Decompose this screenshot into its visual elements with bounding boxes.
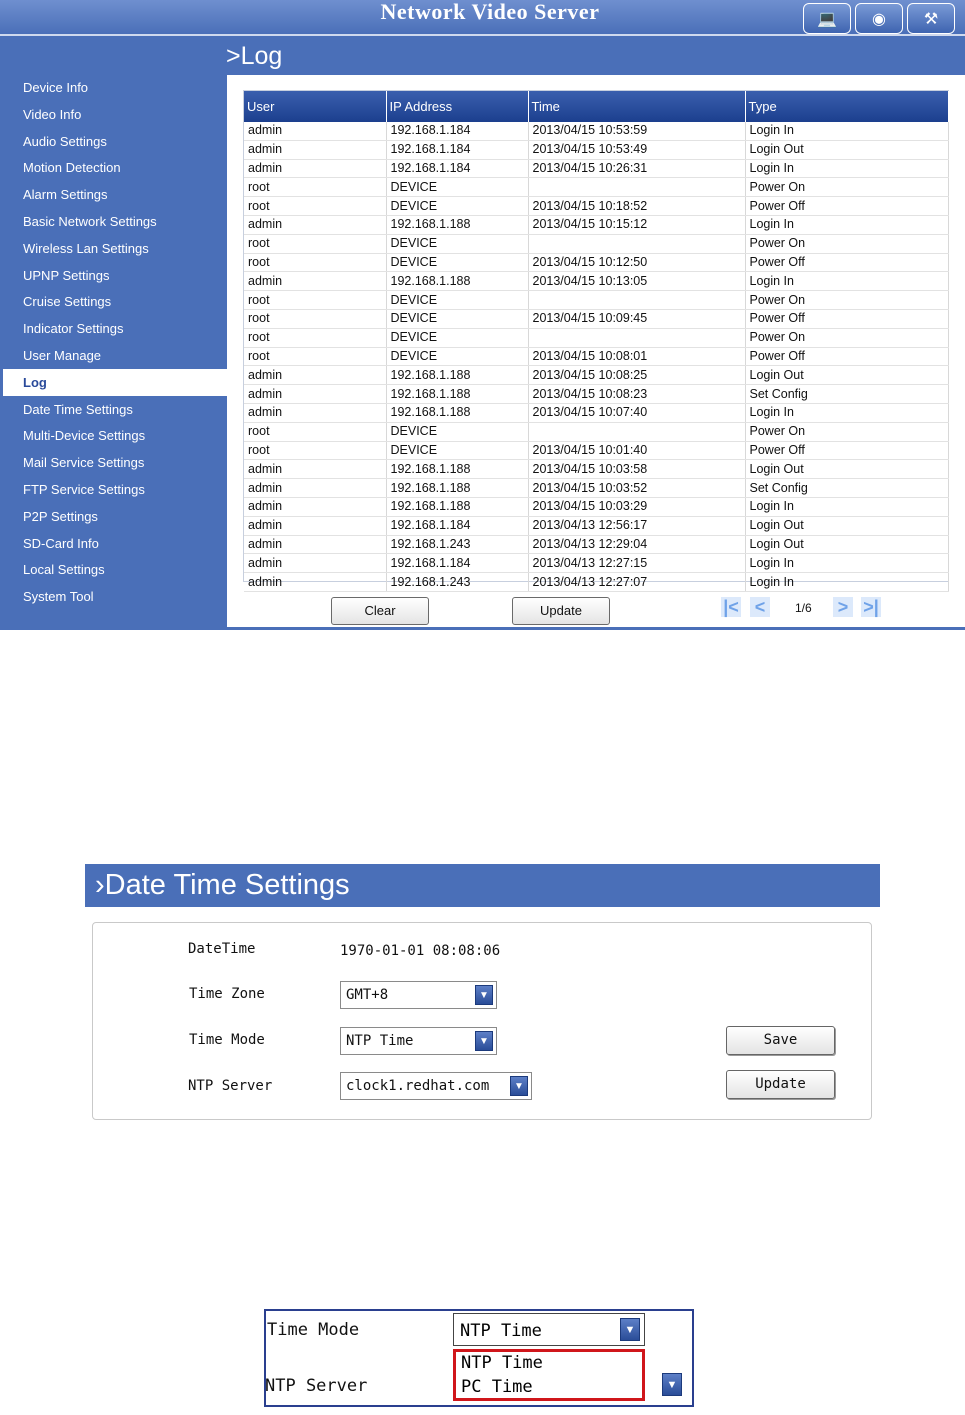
- cell-time: 2013/04/13 12:29:04: [528, 535, 745, 554]
- cell-user: root: [244, 291, 386, 310]
- timezone-value: GMT+8: [346, 987, 389, 1003]
- table-row: [244, 122, 948, 140]
- cell-type: Set Config: [745, 385, 948, 404]
- table-row: [244, 140, 948, 159]
- page-title: >Log: [226, 42, 283, 70]
- cell-type: Login In: [745, 215, 948, 234]
- clear-button[interactable]: Clear: [331, 597, 429, 625]
- cell-time: 2013/04/15 10:03:29: [528, 497, 745, 516]
- cell-user: admin: [244, 403, 386, 422]
- film-reel-icon[interactable]: ◉: [855, 3, 903, 34]
- cell-ip-address: DEVICE: [386, 253, 528, 272]
- cell-ip-address: 192.168.1.188: [386, 497, 528, 516]
- date-time-header: [85, 864, 880, 907]
- cell-time: 2013/04/15 10:07:40: [528, 403, 745, 422]
- cell-type: Login In: [745, 159, 948, 178]
- sidebar-item-local-settings[interactable]: Local Settings: [23, 562, 105, 578]
- cell-type: Login In: [745, 122, 948, 140]
- table-row: [244, 309, 948, 328]
- cell-type: Login In: [745, 403, 948, 422]
- cell-ip-address: DEVICE: [386, 347, 528, 366]
- cell-user: admin: [244, 159, 386, 178]
- cell-ip-address: 192.168.1.188: [386, 403, 528, 422]
- cell-user: root: [244, 178, 386, 197]
- cell-user: admin: [244, 535, 386, 554]
- cell-ip-address: 192.168.1.184: [386, 122, 528, 140]
- sidebar-item-multi-device-settings[interactable]: Multi-Device Settings: [23, 428, 146, 444]
- timezone-select[interactable]: [340, 981, 497, 1009]
- sidebar-item-ftp-service-settings[interactable]: FTP Service Settings: [23, 481, 145, 497]
- cell-user: root: [244, 197, 386, 216]
- table-row: [244, 385, 948, 404]
- cell-type: Power Off: [745, 441, 948, 460]
- cell-user: admin: [244, 554, 386, 573]
- column-header-time: Time: [528, 91, 745, 122]
- cell-time: 2013/04/13 12:56:17: [528, 516, 745, 535]
- cell-time: 2013/04/15 10:26:31: [528, 159, 745, 178]
- cell-ip-address: DEVICE: [386, 234, 528, 253]
- cell-ip-address: 192.168.1.188: [386, 366, 528, 385]
- cell-time: 2013/04/15 10:13:05: [528, 272, 745, 291]
- table-body: [244, 122, 948, 591]
- cell-time: [528, 291, 745, 310]
- table-row: [244, 253, 948, 272]
- cell-user: root: [244, 328, 386, 347]
- cell-user: admin: [244, 122, 386, 140]
- chevron-down-icon[interactable]: ▼: [475, 1031, 493, 1051]
- cell-user: root: [244, 441, 386, 460]
- log-table: [244, 91, 949, 592]
- cell-ip-address: DEVICE: [386, 441, 528, 460]
- cell-time: 2013/04/15 10:01:40: [528, 441, 745, 460]
- nvs-app-window: [0, 0, 965, 630]
- cell-type: Power Off: [745, 253, 948, 272]
- cell-time: 2013/04/15 10:12:50: [528, 253, 745, 272]
- cell-time: 2013/04/15 10:08:23: [528, 385, 745, 404]
- page-indicator: 1/6: [795, 601, 812, 615]
- sidebar-item-upnp-settings[interactable]: UPNP Settings: [23, 267, 110, 283]
- date-time-title: ›Date Time Settings: [95, 869, 350, 901]
- cell-time: 2013/04/15 10:53:49: [528, 140, 745, 159]
- table-row: [244, 197, 948, 216]
- cell-user: root: [244, 234, 386, 253]
- cell-ip-address: DEVICE: [386, 309, 528, 328]
- cell-time: [528, 422, 745, 441]
- timemode-label: Time Mode: [267, 1320, 360, 1340]
- table-row: [244, 403, 948, 422]
- cell-ip-address: 192.168.1.184: [386, 140, 528, 159]
- table-row: [244, 441, 948, 460]
- next-page-icon[interactable]: >: [833, 597, 853, 617]
- cell-ip-address: 192.168.1.184: [386, 159, 528, 178]
- cell-ip-address: DEVICE: [386, 291, 528, 310]
- cell-type: Login In: [745, 573, 948, 592]
- cell-ip-address: 192.168.1.243: [386, 535, 528, 554]
- sidebar-item-log[interactable]: Log: [3, 369, 227, 396]
- log-table-container: [243, 90, 949, 589]
- save-button[interactable]: Save: [726, 1026, 835, 1055]
- cell-type: Power On: [745, 178, 948, 197]
- column-header-ip-address: IP Address: [386, 91, 528, 122]
- option-pc-time[interactable]: PC Time: [461, 1377, 533, 1397]
- table-row: [244, 460, 948, 479]
- sidebar: [0, 74, 227, 610]
- table-row: [244, 234, 948, 253]
- timemode-value: NTP Time: [346, 1033, 414, 1049]
- cell-type: Login Out: [745, 535, 948, 554]
- cell-ip-address: 192.168.1.188: [386, 460, 528, 479]
- cell-time: 2013/04/15 10:03:52: [528, 479, 745, 498]
- cell-user: admin: [244, 460, 386, 479]
- sidebar-item-date-time-settings[interactable]: Date Time Settings: [23, 401, 133, 417]
- cell-type: Login Out: [745, 366, 948, 385]
- cell-type: Power On: [745, 328, 948, 347]
- cell-type: Login Out: [745, 460, 948, 479]
- first-page-icon[interactable]: |<: [721, 597, 741, 617]
- timemode-options-list: [453, 1349, 645, 1401]
- cell-ip-address: DEVICE: [386, 328, 528, 347]
- cell-time: 2013/04/15 10:08:25: [528, 366, 745, 385]
- cell-time: 2013/04/15 10:53:59: [528, 122, 745, 140]
- sidebar-item-wireless-lan-settings[interactable]: Wireless Lan Settings: [23, 240, 149, 256]
- cell-type: Login In: [745, 497, 948, 516]
- cell-user: admin: [244, 385, 386, 404]
- cell-ip-address: 192.168.1.188: [386, 385, 528, 404]
- cell-user: root: [244, 347, 386, 366]
- table-row: [244, 554, 948, 573]
- cell-time: 2013/04/15 10:03:58: [528, 460, 745, 479]
- cell-user: admin: [244, 516, 386, 535]
- sidebar-item-indicator-settings[interactable]: Indicator Settings: [23, 321, 124, 337]
- app-title: Network Video Server: [380, 0, 600, 24]
- table-row: [244, 215, 948, 234]
- cell-user: admin: [244, 215, 386, 234]
- top-toolbar: [803, 3, 955, 34]
- table-row: [244, 479, 948, 498]
- sidebar-item-cruise-settings[interactable]: Cruise Settings: [23, 294, 112, 310]
- timemode-select[interactable]: [453, 1313, 645, 1346]
- option-ntp-time[interactable]: NTP Time: [461, 1353, 543, 1373]
- sidebar-item-basic-network-settings[interactable]: Basic Network Settings: [23, 213, 157, 229]
- cell-type: Login In: [745, 554, 948, 573]
- cell-type: Power On: [745, 234, 948, 253]
- sidebar-item-video-info[interactable]: Video Info: [23, 106, 82, 122]
- table-header-row: [244, 91, 948, 122]
- last-page-icon[interactable]: >|: [861, 597, 881, 617]
- table-row: [244, 328, 948, 347]
- sidebar-item-device-info[interactable]: Device Info: [23, 80, 89, 95]
- cell-type: Login Out: [745, 140, 948, 159]
- cell-time: 2013/04/15 10:18:52: [528, 197, 745, 216]
- datetime-label: DateTime: [188, 941, 256, 957]
- cell-ip-address: 192.168.1.188: [386, 272, 528, 291]
- sidebar-item-sd-card-info[interactable]: SD-Card Info: [23, 535, 99, 551]
- column-header-user: User: [244, 91, 386, 122]
- sidebar-item-user-manage[interactable]: User Manage: [23, 347, 102, 363]
- cell-ip-address: 192.168.1.184: [386, 554, 528, 573]
- cell-user: admin: [244, 573, 386, 592]
- timezone-label: Time Zone: [189, 986, 265, 1002]
- cell-ip-address: 192.168.1.188: [386, 479, 528, 498]
- cell-type: Power On: [745, 422, 948, 441]
- table-row: [244, 573, 948, 592]
- log-content: [227, 75, 965, 627]
- cell-time: 2013/04/15 10:08:01: [528, 347, 745, 366]
- computer-icon[interactable]: 💻: [803, 3, 851, 34]
- cell-type: Power Off: [745, 347, 948, 366]
- timemode-label: Time Mode: [189, 1032, 265, 1048]
- time-mode-dropdown-closeup: [264, 1309, 694, 1407]
- cell-ip-address: DEVICE: [386, 422, 528, 441]
- cell-type: Login In: [745, 272, 948, 291]
- cell-user: root: [244, 253, 386, 272]
- cell-ip-address: DEVICE: [386, 178, 528, 197]
- cell-type: Power Off: [745, 309, 948, 328]
- sidebar-item-audio-settings[interactable]: Audio Settings: [23, 133, 107, 149]
- table-row: [244, 272, 948, 291]
- table-row: [244, 535, 948, 554]
- table-row: [244, 159, 948, 178]
- ntp-server-label: NTP Server: [265, 1376, 368, 1396]
- table-row: [244, 347, 948, 366]
- top-bar: [0, 0, 965, 36]
- table-row: [244, 497, 948, 516]
- cell-type: Power Off: [745, 197, 948, 216]
- cell-time: [528, 234, 745, 253]
- table-row: [244, 422, 948, 441]
- sidebar-item-mail-service-settings[interactable]: Mail Service Settings: [23, 455, 145, 471]
- cell-time: [528, 328, 745, 347]
- update-button[interactable]: Update: [512, 597, 610, 625]
- cell-type: Power On: [745, 291, 948, 310]
- cell-ip-address: 192.168.1.188: [386, 215, 528, 234]
- cell-ip-address: 192.168.1.243: [386, 573, 528, 592]
- table-row: [244, 291, 948, 310]
- column-header-type: Type: [745, 91, 948, 122]
- date-time-form: [92, 922, 872, 1120]
- cell-type: Set Config: [745, 479, 948, 498]
- cell-ip-address: DEVICE: [386, 197, 528, 216]
- table-row: [244, 366, 948, 385]
- tools-icon[interactable]: ⚒: [907, 3, 955, 34]
- cell-ip-address: 192.168.1.184: [386, 516, 528, 535]
- ntp-server-select[interactable]: [340, 1072, 532, 1100]
- chevron-down-icon[interactable]: ▼: [662, 1373, 682, 1396]
- sidebar-item-motion-detection[interactable]: Motion Detection: [23, 160, 121, 176]
- cell-user: admin: [244, 366, 386, 385]
- timemode-select[interactable]: [340, 1027, 497, 1055]
- chevron-down-icon[interactable]: ▼: [510, 1076, 528, 1096]
- chevron-down-icon[interactable]: ▼: [475, 985, 493, 1005]
- update-button[interactable]: Update: [726, 1070, 835, 1099]
- table-row: [244, 516, 948, 535]
- cell-user: admin: [244, 272, 386, 291]
- cell-time: 2013/04/13 12:27:07: [528, 573, 745, 592]
- datetime-value: 1970-01-01 08:08:06: [340, 943, 501, 959]
- cell-user: root: [244, 422, 386, 441]
- table-row: [244, 178, 948, 197]
- cell-time: [528, 178, 745, 197]
- cell-time: 2013/04/15 10:09:45: [528, 309, 745, 328]
- prev-page-icon[interactable]: <: [750, 597, 770, 617]
- cell-time: 2013/04/15 10:15:12: [528, 215, 745, 234]
- sidebar-item-alarm-settings[interactable]: Alarm Settings: [23, 187, 108, 203]
- timemode-selected-value: NTP Time: [460, 1321, 542, 1341]
- cell-user: admin: [244, 479, 386, 498]
- cell-type: Login Out: [745, 516, 948, 535]
- cell-user: root: [244, 309, 386, 328]
- sidebar-item-p2p-settings[interactable]: P2P Settings: [23, 508, 98, 524]
- ntp-server-value: clock1.redhat.com: [346, 1078, 490, 1094]
- sidebar-item-system-tool[interactable]: System Tool: [23, 589, 94, 605]
- cell-time: 2013/04/13 12:27:15: [528, 554, 745, 573]
- ntp-server-label: NTP Server: [188, 1078, 273, 1094]
- chevron-down-icon[interactable]: ▼: [620, 1318, 640, 1341]
- cell-user: admin: [244, 140, 386, 159]
- cell-user: admin: [244, 497, 386, 516]
